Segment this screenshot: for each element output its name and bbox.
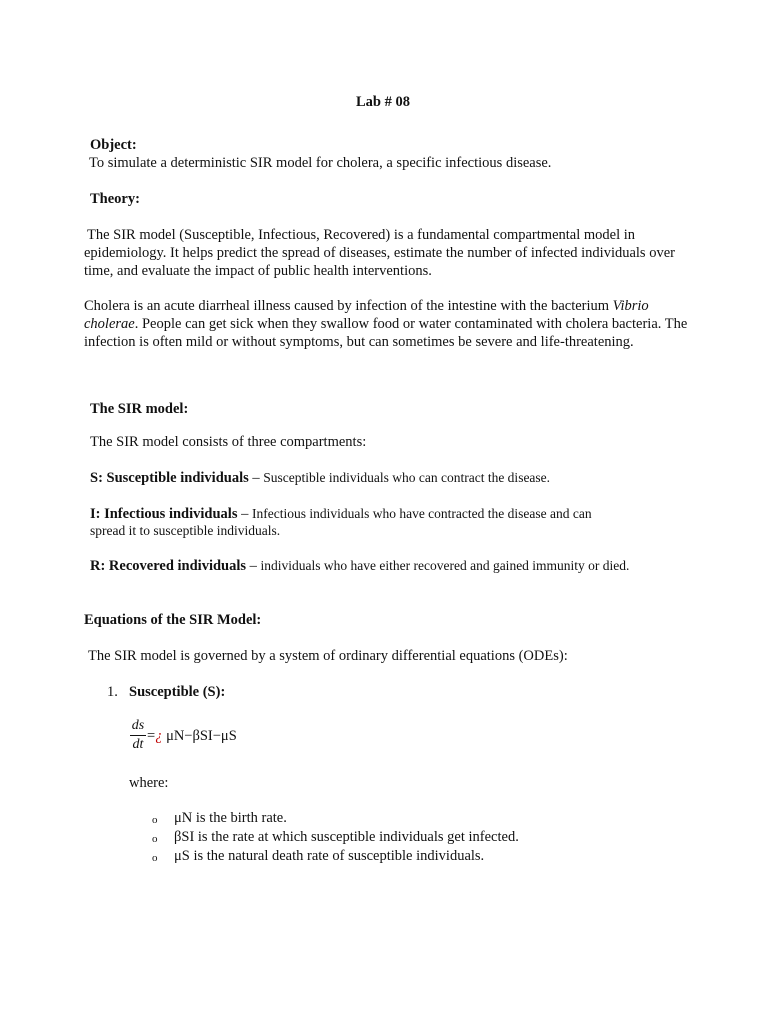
bullet-text-2: βSI is the rate at which susceptible individuals get infected.	[174, 829, 519, 845]
where-label: where:	[129, 775, 169, 791]
bullet-marker-3: o	[152, 852, 158, 864]
object-heading: Object:	[90, 137, 137, 153]
equation-equals: =	[147, 728, 156, 744]
theory-p2-line1	[84, 297, 649, 315]
theory-p2-line2-text: . People can get sick when they swallow food or water contaminated with cholera bacteria. The	[134, 316, 688, 332]
theory-p2-line2	[84, 315, 687, 333]
sir-intro: The SIR model consists of three compartments:	[90, 434, 367, 450]
bullet-marker-2: o	[152, 833, 158, 845]
theory-heading: Theory:	[90, 191, 140, 207]
compartment-i-dash: –	[237, 506, 252, 522]
compartment-s-dash: –	[248, 470, 264, 486]
lab-title: Lab # 08	[356, 94, 410, 110]
theory-p1-line3: time, and evaluate the impact of public health interventions.	[84, 263, 432, 279]
fraction-numerator: ds	[131, 718, 145, 733]
compartment-s-text: Susceptible individuals who can contract the disease.	[263, 470, 551, 485]
theory-p1-line2: epidemiology. It helps predict the spread of diseases, estimate the number of infected individuals over	[84, 245, 675, 261]
list-item-number: 1.	[107, 684, 118, 700]
theory-p2-italic-cholerae: cholerae	[84, 316, 135, 332]
theory-p2-italic-vibrio: Vibrio	[612, 298, 649, 314]
sir-heading: The SIR model:	[90, 401, 189, 417]
bullet-text-1: μN is the birth rate.	[174, 810, 287, 826]
compartment-r	[90, 557, 629, 575]
fraction-denominator: dt	[132, 737, 144, 752]
compartment-r-text: individuals who have either recovered and gained immunity or died.	[260, 558, 630, 573]
compartment-i-text: Infectious individuals who have contracted the disease and can	[251, 506, 592, 521]
equation-fraction	[130, 718, 146, 753]
equations-intro: The SIR model is governed by a system of ordinary differential equations (ODEs):	[88, 648, 568, 664]
bullet-text-3: μS is the natural death rate of susceptible individuals.	[174, 848, 485, 864]
compartment-s-label: S: Susceptible individuals	[90, 470, 249, 486]
equation-glyph: ¿	[155, 728, 163, 744]
list-item-label: Susceptible (S):	[129, 684, 226, 700]
compartment-i	[90, 505, 592, 523]
equation-terms: μN−βSI−μS	[162, 728, 237, 744]
object-text: To simulate a deterministic SIR model for cholera, a specific infectious disease.	[89, 155, 552, 171]
theory-p2-line1-text: Cholera is an acute diarrheal illness caused by infection of the intestine with the bacterium	[84, 298, 613, 314]
equation-body	[147, 727, 237, 745]
compartment-r-dash: –	[246, 558, 261, 574]
compartment-i-label: I: Infectious individuals	[90, 506, 238, 522]
fraction-bar	[130, 735, 146, 736]
theory-p1-line1: The SIR model (Susceptible, Infectious, Recovered) is a fundamental compartmental model in	[87, 227, 636, 243]
compartment-s	[90, 469, 550, 487]
compartment-i-text-cont: spread it to susceptible individuals.	[90, 523, 281, 538]
equations-heading: Equations of the SIR Model:	[84, 612, 262, 628]
bullet-marker-1: o	[152, 814, 158, 826]
theory-p2-line3: infection is often mild or without symptoms, but can sometimes be severe and life-threatening.	[84, 334, 634, 350]
compartment-r-label: R: Recovered individuals	[90, 558, 247, 574]
